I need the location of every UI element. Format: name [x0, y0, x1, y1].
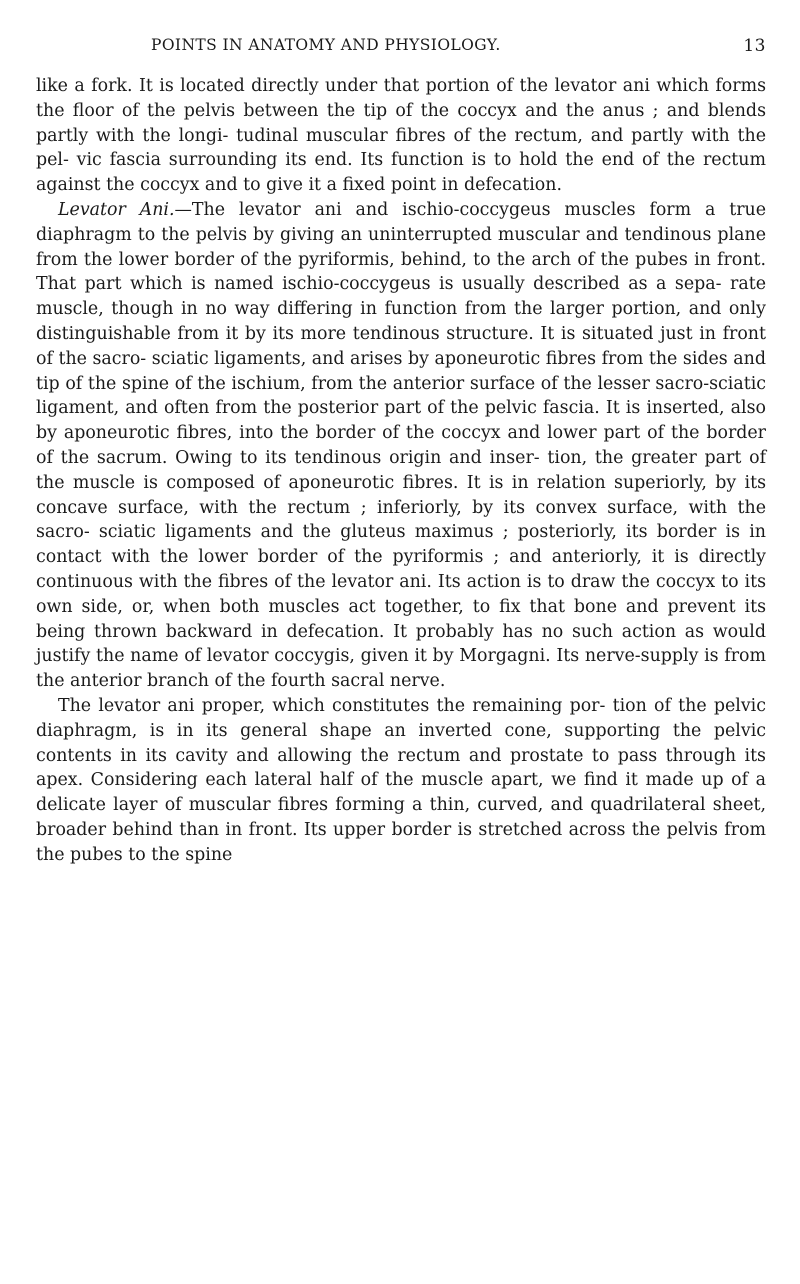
running-head: POINTS IN ANATOMY AND PHYSIOLOGY. — [151, 36, 501, 54]
page-number: 13 — [743, 36, 766, 56]
paragraph-2 — [36, 198, 766, 694]
section-heading-levator-ani: Levator Ani. — [58, 199, 175, 220]
paragraph-3-text: The levator ani proper, which constitutes the remaining por- tion of the pelvic diaphragm, is in its general shape an inverted cone, supporting the pelvic contents in its cavity and allowing the rectum and prostate to pass through its apex. Considering each lateral half of the muscle apart, we find it made up of a delicate layer of muscular fibres forming a thin, curved, and quadrilateral sheet, broader behind than in front. Its upper border is stretched across the pelvis from the pubes to the spine — [36, 695, 766, 865]
paragraph-1 — [36, 74, 766, 198]
page-header — [36, 26, 766, 66]
paragraph-1-text: like a fork. It is located directly under that portion of the levator ani which forms the floor of the pelvis between the tip of the coccyx and the anus ; and blends partly with the longi- tudinal muscular fibres of the rectum, and partly with the pel- vic fascia surrounding its end. Its function is to hold the end of the rectum against the coccyx and to give it a fixed point in defecation. — [36, 76, 766, 196]
paragraph-3 — [36, 694, 766, 868]
body-text — [36, 74, 766, 868]
paragraph-2-text: —The levator ani and ischio-coccygeus muscles form a true diaphragm to the pelvis by giving an uninterrupted muscular and tendinous plane from the lower border of the pyriformis, behind, to the arch of the pubes in front. That part which is named ischio-coccygeus is usually described as a sepa- rate muscle, though in no way differing in function from the larger portion, and only distinguishable from it by its more tendinous structure. It is situated just in front of the sacro- sciatic ligaments, and arises by aponeurotic fibres from the sides and tip of the spine of the ischium, from the anterior surface of the lesser sacro-sciatic ligament, and often from the posterior part of the pelvic fascia. It is inserted, also by aponeurotic fibres, into the border of the coccyx and lower part of the border of the sacrum. Owing to its tendinous origin and inser- tion, the greater part of the muscle is composed of aponeurotic fibres. It is in relation superiorly, by its concave surface, with the rectum ; inferiorly, by its convex surface, with the sacro- sciatic ligaments and the gluteus maximus ; posteriorly, its border is in contact with the lower border of the pyriformis ; and anteriorly, it is directly continuous with the fibres of the levator ani. Its action is to draw the coccyx to its own side, or, when both muscles act together, to fix that bone and prevent its being thrown backward in defecation. It probably has no such action as would justify the name of levator coccygis, given it by Morgagni. Its nerve-supply is from the anterior branch of the fourth sacral nerve. — [36, 199, 766, 692]
